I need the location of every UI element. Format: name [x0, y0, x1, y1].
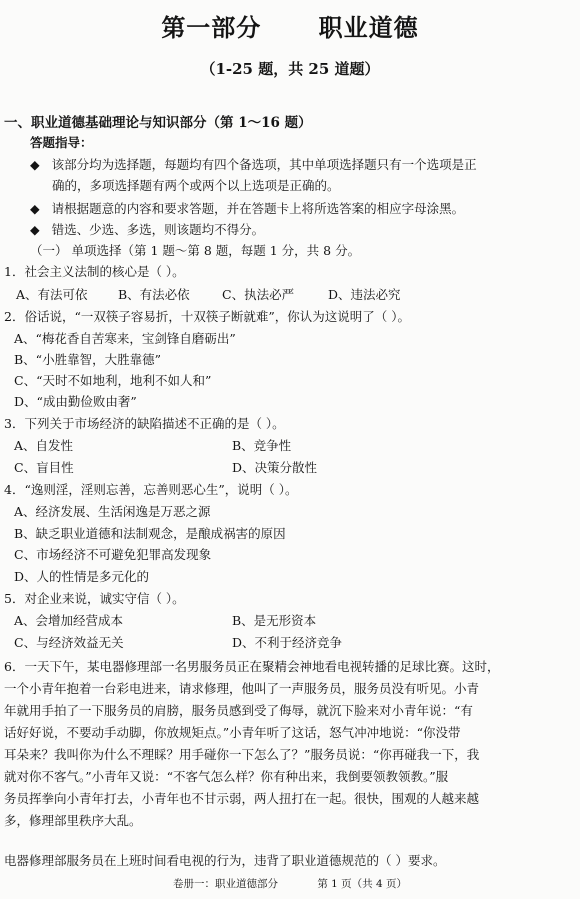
- passage-line: 话好好说，不要动手动脚，你放规矩点。”小青年听了这话，怒气冲冲地说：“你没带: [4, 725, 461, 740]
- section-title: 职业道德: [318, 14, 419, 42]
- page-title: [0, 8, 580, 43]
- option: D、“成由勤俭败由奢”: [14, 394, 137, 409]
- option: D、决策分散性: [232, 460, 318, 475]
- diamond-bullet-icon: ◆: [30, 157, 40, 172]
- passage-line: 一个小青年抱着一台彩电进来，请求修理，他叫了一声服务员，服务员没有听见。小青: [4, 681, 480, 696]
- footer-volume: 卷册一：职业道德部分: [172, 878, 278, 890]
- page-footer: [0, 876, 580, 891]
- option: C、市场经济不可避免犯罪高发现象: [14, 547, 212, 562]
- option: B、是无形资本: [232, 613, 317, 628]
- option: D、人的性情是多元化的: [14, 569, 150, 584]
- guide-bullet-cont: 确的，多项选择题有两个或两个以上选项是正确的。: [52, 178, 340, 193]
- passage-line: 6．一天下午，某电器修理部一名男服务员正在聚精会神地看电视转播的足球比赛。这时，: [4, 659, 500, 674]
- question-stem: 3．下列关于市场经济的缺陷描述不正确的是（ ）。: [4, 416, 285, 431]
- passage-line: 耳朵来？我叫你为什么不理睬？用手碰你一下怎么了？”服务员说：“你再碰我一下，我: [4, 747, 480, 762]
- section-heading: 一、职业道德基础理论与知识部分（第 1～16 题）: [4, 115, 312, 131]
- option: A、有法可依: [16, 287, 88, 302]
- question-stem: 1．社会主义法制的核心是（ ）。: [4, 264, 185, 279]
- option: C、“天时不如地利，地利不如人和”: [14, 373, 212, 388]
- option: C、盲目性: [14, 460, 74, 475]
- option: C、与经济效益无关: [14, 635, 124, 650]
- passage-line: 务员挥拳向小青年打去，小青年也不甘示弱，两人扭打在一起。很快，围观的人越来越: [4, 791, 480, 806]
- question-stem: 5．对企业来说，诚实守信（ ）。: [4, 591, 185, 606]
- guide-bullet: ◆ 该部分均为选择题，每题均有四个备选项，其中单项选择题只有一个选项是正: [30, 157, 477, 172]
- guide-bullet: ◆ 错选、少选、多选，则该题均不得分。: [30, 222, 265, 237]
- passage-line: 年就用手拍了一下服务员的肩膀，服务员感到受了侮辱，就沉下脸来对小青年说：“有: [4, 703, 473, 718]
- footer-page-number: 第 1 页（共 4 页）: [317, 878, 408, 890]
- option: A、经济发展、生活闲逸是万恶之源: [14, 504, 211, 519]
- option: D、违法必究: [328, 287, 401, 302]
- option: B、有法必依: [118, 287, 190, 302]
- option: A、“梅花香自苦寒来，宝剑锋自磨砺出”: [14, 331, 236, 346]
- option: A、会增加经营成本: [14, 613, 124, 628]
- guide-bullet: ◆ 请根据题意的内容和要求答题，并在答题卡上将所选答案的相应字母涂黑。: [30, 201, 465, 216]
- diamond-bullet-icon: ◆: [30, 222, 40, 237]
- sub-heading: （一） 单项选择（第 1 题～第 8 题，每题 1 分，共 8 分。: [30, 243, 361, 258]
- guide-label: 答题指导：: [30, 135, 93, 150]
- passage-line: 多，修理部里秩序大乱。: [4, 813, 142, 828]
- question-stem: 4．“逸则淫，淫则忘善，忘善则恶心生”，说明（ ）。: [4, 482, 298, 497]
- option: B、竞争性: [232, 438, 292, 453]
- option: A、自发性: [14, 438, 74, 453]
- diamond-bullet-icon: ◆: [30, 201, 40, 216]
- option: C、执法必严: [222, 287, 295, 302]
- question-range: （1-25 题，共 25 道题）: [200, 60, 380, 78]
- passage-line: 就对你不客气。”小青年又说：“不客气怎么样？你有种出来，我倒要领教领教。”服: [4, 769, 449, 784]
- option: B、“小胜靠智，大胜靠德”: [14, 352, 161, 367]
- part-label: 第一部分: [161, 14, 262, 42]
- option: D、不利于经济竞争: [232, 635, 343, 650]
- question-stem: 电器修理部服务员在上班时间看电视的行为，违背了职业道德规范的（ ）要求。: [4, 853, 446, 868]
- question-stem: 2．俗话说，“一双筷子容易折，十双筷子断就难”，你认为这说明了（ ）。: [4, 309, 410, 324]
- option: B、缺乏职业道德和法制观念，是酿成祸害的原因: [14, 526, 286, 541]
